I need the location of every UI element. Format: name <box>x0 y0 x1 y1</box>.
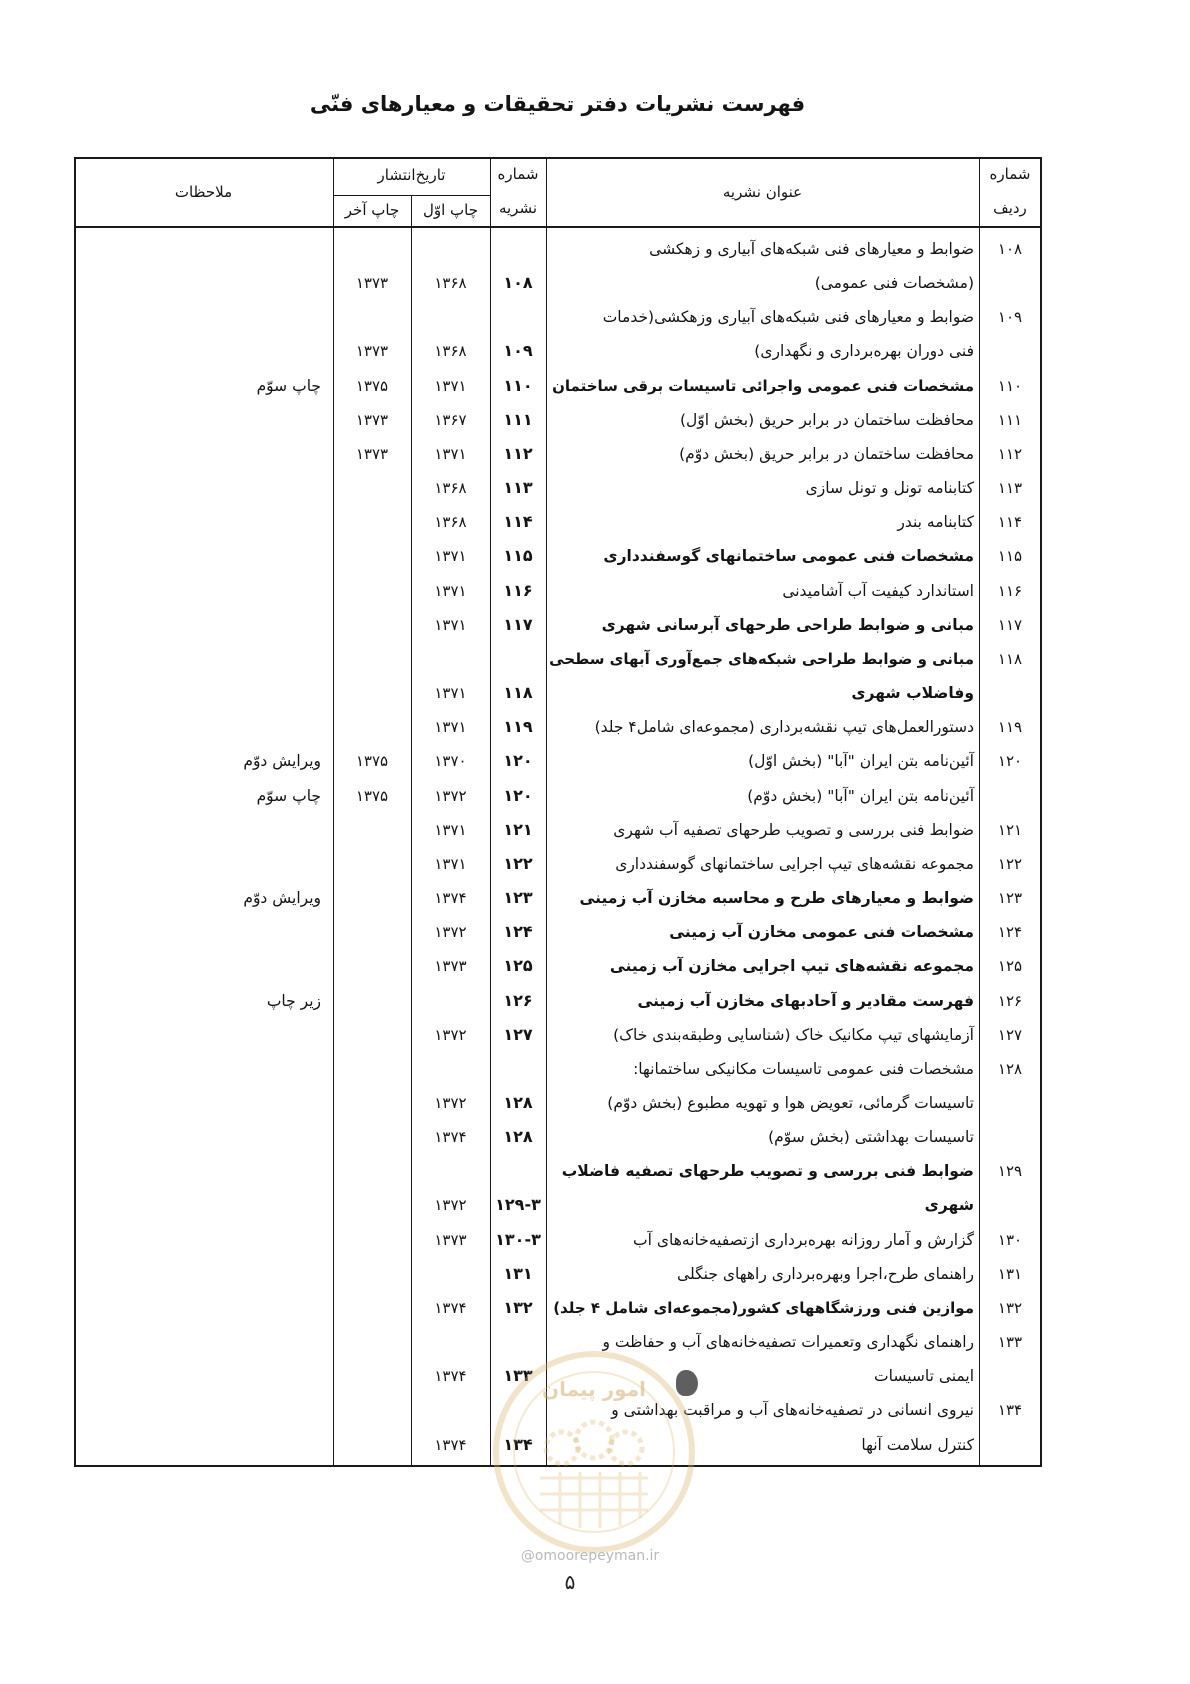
watermark-url: @omoorepeyman.ir <box>520 1548 660 1564</box>
row-number-cell: ۱۱۰ <box>997 376 1023 395</box>
first-print-cell: ۱۳۶۸ <box>434 342 467 361</box>
first-print-cell: ۱۳۷۱ <box>434 820 467 839</box>
first-print-cell: ۱۳۶۷ <box>434 410 467 429</box>
table-line <box>0 1120 1190 1154</box>
first-print-cell: ۱۳۷۴ <box>434 1128 467 1147</box>
publication-title-cell: تاسیسات بهداشتی (بخش سوّم) <box>768 1128 974 1147</box>
table-line <box>0 437 1190 471</box>
table-line <box>0 1052 1190 1086</box>
last-print-cell: ۱۳۷۳ <box>355 274 389 293</box>
publication-title-cell: راهنمای طرح،اجرا وبهره‌برداری راههای جنگلی <box>677 1264 974 1283</box>
publication-title-cell: مبانی و ضوابط طراحی شبکه‌های جمع‌آوری آبهای سطحی <box>549 649 974 668</box>
row-number-cell: ۱۲۴ <box>997 923 1023 942</box>
table-line <box>0 334 1190 368</box>
first-print-cell: ۱۳۷۲ <box>434 786 467 805</box>
publication-number-cell: ۱۱۳ <box>503 478 533 498</box>
first-print-cell: ۱۳۷۴ <box>434 1367 467 1386</box>
publication-title-cell: کتابنامه بندر <box>897 513 974 532</box>
first-print-cell: ۱۳۷۴ <box>434 1435 467 1454</box>
notes-cell: ویرایش دوّم <box>243 889 321 908</box>
header-row-number <box>979 163 1041 219</box>
publication-number-cell: ۱۲۴ <box>503 922 533 942</box>
last-print-cell: ۱۳۷۵ <box>355 752 389 771</box>
header-row-number-top: شماره <box>989 165 1031 183</box>
publication-title-cell: ضوابط فنی بررسی و تصویب طرحهای تصفیه فاضلاب <box>561 1162 974 1181</box>
row-number-cell: ۱۱۳ <box>997 479 1023 498</box>
table-line <box>0 608 1190 642</box>
last-print-cell: ۱۳۷۳ <box>355 444 389 463</box>
publication-number-cell: ۱۲۹-۳ <box>495 1195 541 1215</box>
publication-number-cell: ۱۱۷ <box>503 614 533 634</box>
publication-title-cell: فنی دوران بهره‌برداری و نگهداری) <box>754 342 974 361</box>
row-number-cell: ۱۱۵ <box>997 547 1023 566</box>
first-print-cell: ۱۳۷۱ <box>434 547 467 566</box>
header-publication-number <box>490 163 546 219</box>
header-publication-title: عنوان نشریه <box>722 183 803 201</box>
last-print-cell: ۱۳۷۵ <box>355 786 389 805</box>
row-number-cell: ۱۳۰ <box>997 1230 1023 1249</box>
first-print-cell: ۱۳۷۳ <box>434 957 467 976</box>
publication-number-cell: ۱۱۴ <box>503 512 533 532</box>
row-number-cell: ۱۱۲ <box>997 444 1023 463</box>
publication-number-cell: ۱۲۷ <box>503 1024 533 1044</box>
header-publication-number-bottom: نشریه <box>498 199 538 217</box>
row-number-cell: ۱۳۳ <box>997 1333 1023 1352</box>
row-number-cell: ۱۱۴ <box>997 513 1023 532</box>
publication-number-cell: ۱۲۱ <box>503 819 533 839</box>
row-number-cell: ۱۳۲ <box>997 1298 1023 1317</box>
last-print-cell: ۱۳۷۵ <box>355 376 389 395</box>
notes-cell: چاپ سوّم <box>256 786 321 805</box>
publication-number-cell: ۱۳۲ <box>503 1297 533 1317</box>
publication-title-cell: ضوابط و معیارهای فنی شبکه‌های آبیاری وزهکشی(خدمات <box>602 308 974 327</box>
table-line <box>0 881 1190 915</box>
table-line <box>0 403 1190 437</box>
table-line <box>0 813 1190 847</box>
table-line <box>0 1257 1190 1291</box>
table-line <box>0 1223 1190 1257</box>
publication-title-cell: وفاضلاب شهری <box>851 684 974 703</box>
watermark-logo <box>490 1348 698 1556</box>
first-print-cell: ۱۳۷۲ <box>434 1196 467 1215</box>
row-number-cell: ۱۳۱ <box>997 1264 1023 1283</box>
table-line <box>0 915 1190 949</box>
publication-title-cell: گزارش و آمار روزانه بهره‌برداری ازتصفیه‌خانه‌های آب <box>633 1230 974 1249</box>
publication-title-cell: تاسیسات گرمائی، تعویض هوا و تهویه مطبوع (بخش دوّم) <box>607 1094 974 1112</box>
publication-number-cell: ۱۳۳ <box>503 1366 533 1386</box>
publication-number-cell: ۱۲۳ <box>503 888 533 908</box>
watermark-logo-text: امور پیمان <box>542 1377 646 1401</box>
table-line <box>0 779 1190 813</box>
publication-number-cell: ۱۰۹ <box>503 341 533 361</box>
table-line <box>0 369 1190 403</box>
table-line <box>0 266 1190 300</box>
publication-title-cell: مبانی و ضوابط طراحی طرحهای آبرسانی شهری <box>601 615 974 634</box>
publication-title-cell: شهری <box>924 1196 974 1215</box>
publication-title-cell: محافظت ساختمان در برابر حریق (بخش اوّل) <box>679 410 974 429</box>
table-line <box>0 1086 1190 1120</box>
row-number-cell: ۱۲۰ <box>997 752 1023 771</box>
first-print-cell: ۱۳۷۴ <box>434 1298 467 1317</box>
first-print-cell: ۱۳۷۱ <box>434 615 467 634</box>
publication-title-cell: آئین‌نامه بتن ایران "آبا" (بخش دوّم) <box>747 786 974 805</box>
table-line <box>0 1018 1190 1052</box>
publication-title-cell: مجموعه نقشه‌های تیپ اجرایی مخازن آب زمینی <box>609 957 974 976</box>
first-print-cell: ۱۳۷۰ <box>434 752 467 771</box>
first-print-cell: ۱۳۷۱ <box>434 376 467 395</box>
first-print-cell: ۱۳۷۱ <box>434 854 467 873</box>
table-line <box>0 471 1190 505</box>
table-line <box>0 642 1190 676</box>
publication-number-cell: ۱۲۰ <box>503 751 533 771</box>
row-number-cell: ۱۱۷ <box>997 615 1023 634</box>
publication-title-cell: راهنمای نگهداری وتعمیرات تصفیه‌خانه‌های آب و حفاظت و <box>602 1333 974 1352</box>
publication-number-cell: ۱۱۹ <box>503 717 533 737</box>
row-number-cell: ۱۰۸ <box>997 240 1023 258</box>
publication-title-cell: فهرست مقادیر و آحادبهای مخازن آب زمینی <box>637 991 974 1010</box>
first-print-cell: ۱۳۷۲ <box>434 1094 467 1112</box>
publication-number-cell: ۱۲۶ <box>503 990 533 1010</box>
last-print-cell: ۱۳۷۳ <box>355 342 389 361</box>
publication-title-cell: مشخصات فنی عمومی واجرائی تاسیسات برقی ساختمان <box>552 376 974 395</box>
first-print-cell: ۱۳۷۳ <box>434 1230 467 1249</box>
publication-title-cell: مشخصات فنی عمومی تاسیسات مکانیکی ساختمانها: <box>633 1059 974 1078</box>
publication-title-cell: کنترل سلامت آنها <box>861 1435 974 1454</box>
first-print-cell: ۱۳۶۸ <box>434 479 467 498</box>
first-print-cell: ۱۳۷۱ <box>434 684 467 703</box>
row-number-cell: ۱۱۶ <box>997 581 1023 600</box>
publication-title-cell: ایمنی تاسیسات <box>874 1367 974 1386</box>
table-line <box>0 574 1190 608</box>
page-title: فهرست نشریات دفتر تحقیقات و معیارهای فنّی <box>309 92 806 116</box>
first-print-cell: ۱۳۷۲ <box>434 1025 467 1044</box>
table-line <box>0 710 1190 744</box>
table-line <box>0 676 1190 710</box>
publication-title-cell: ضوابط فنی بررسی و تصویب طرحهای تصفیه آب شهری <box>613 820 974 839</box>
table-line <box>0 300 1190 334</box>
first-print-cell: ۱۳۷۱ <box>434 581 467 600</box>
publication-title-cell: آزمایشهای تیپ مکانیک خاک (شناسایی وطبقه‌بندی خاک) <box>613 1025 974 1044</box>
publication-title-cell: مشخصات فنی عمومی مخازن آب زمینی <box>669 923 974 942</box>
publication-number-cell: ۱۱۱ <box>503 409 533 429</box>
publication-number-cell: ۱۲۸ <box>503 1093 533 1112</box>
row-number-cell: ۱۲۸ <box>997 1059 1023 1078</box>
table-line <box>0 744 1190 778</box>
notes-cell: چاپ سوّم <box>256 376 321 395</box>
publication-title-cell: محافظت ساختمان در برابر حریق (بخش دوّم) <box>679 444 974 463</box>
row-number-cell: ۱۳۴ <box>997 1401 1023 1420</box>
table-line <box>0 1188 1190 1222</box>
publication-title-cell: ضوابط و معیارهای فنی شبکه‌های آبیاری و زهکشی <box>649 240 974 258</box>
row-number-cell: ۱۲۳ <box>997 889 1023 908</box>
publication-number-cell: ۱۱۸ <box>503 683 533 703</box>
table-line <box>0 1291 1190 1325</box>
first-print-cell: ۱۳۶۸ <box>434 513 467 532</box>
row-number-cell: ۱۲۵ <box>997 957 1023 976</box>
first-print-cell: ۱۳۷۱ <box>434 718 467 737</box>
table-line <box>0 539 1190 573</box>
header-publish-date: تاریخ‌انتشار <box>377 166 446 184</box>
publication-title-cell: مشخصات فنی عمومی ساختمانهای گوسفندداری <box>603 547 974 566</box>
publication-title-cell: آئین‌نامه بتن ایران "آبا" (بخش اوّل) <box>748 752 974 771</box>
table-line <box>0 847 1190 881</box>
publication-title-cell: موازین فنی ورزشگاههای کشور(مجموعه‌ای شامل ۴ جلد) <box>553 1298 974 1317</box>
publication-number-cell: ۱۱۶ <box>503 580 533 600</box>
first-print-cell: ۱۳۶۸ <box>434 274 467 293</box>
publication-number-cell: ۱۰۸ <box>503 273 533 293</box>
row-number-cell: ۱۲۲ <box>997 854 1023 873</box>
row-number-cell: ۱۱۹ <box>997 718 1023 737</box>
table-line <box>0 984 1190 1018</box>
row-number-cell: ۱۲۷ <box>997 1025 1023 1044</box>
publication-number-cell: ۱۳۰-۳ <box>495 1229 541 1249</box>
first-print-cell: ۱۳۷۱ <box>434 444 467 463</box>
publication-title-cell: کتابنامه تونل و تونل سازی <box>805 479 974 498</box>
header-publication-number-top: شماره <box>497 165 539 183</box>
publication-number-cell: ۱۲۵ <box>503 956 533 976</box>
notes-cell: زیر چاپ <box>266 991 321 1010</box>
page-number: ۵ <box>564 1570 576 1594</box>
publication-number-cell: ۱۲۲ <box>503 853 533 873</box>
first-print-cell: ۱۳۷۴ <box>434 889 467 908</box>
publication-number-cell: ۱۱۰ <box>503 375 533 395</box>
table-line <box>0 1154 1190 1188</box>
row-number-cell: ۱۱۱ <box>997 410 1023 429</box>
publication-number-cell: ۱۲۸ <box>503 1127 533 1147</box>
header-row-number-bottom: ردیف <box>993 199 1027 217</box>
first-print-cell: ۱۳۷۲ <box>434 923 467 942</box>
row-number-cell: ۱۰۹ <box>997 308 1023 327</box>
publication-title-cell: ضوابط و معیارهای طرح و محاسبه مخازن آب زمینی <box>579 889 974 908</box>
publication-title-cell: نیروی انسانی در تصفیه‌خانه‌های آب و مراقبت بهداشتی و <box>611 1401 974 1420</box>
table-line <box>0 505 1190 539</box>
row-number-cell: ۱۲۱ <box>997 820 1023 839</box>
table-line <box>0 232 1190 266</box>
publication-title-cell: استاندارد کیفیت آب آشامیدنی <box>782 581 974 600</box>
publication-title-cell: دستورالعمل‌های تیپ نقشه‌برداری (مجموعه‌ای شامل۴ جلد) <box>594 718 974 737</box>
header-first-print: چاپ اوّل <box>422 201 479 219</box>
publication-title-cell: مجموعه نقشه‌های تیپ اجرایی ساختمانهای گوسفندداری <box>615 854 974 873</box>
row-number-cell: ۱۱۸ <box>997 649 1023 668</box>
publication-number-cell: ۱۲۰ <box>503 785 533 805</box>
row-number-cell: ۱۲۶ <box>997 991 1023 1010</box>
publication-number-cell: ۱۱۵ <box>503 546 533 566</box>
header-notes: ملاحظات <box>174 183 233 201</box>
table-top-border <box>74 157 1041 159</box>
publication-number-cell: ۱۱۲ <box>503 443 533 463</box>
last-print-cell: ۱۳۷۳ <box>355 410 389 429</box>
header-last-print: چاپ آخر <box>344 201 400 219</box>
table-header-bottom-border <box>74 226 1041 228</box>
publication-number-cell: ۱۳۱ <box>503 1263 533 1283</box>
notes-cell: ویرایش دوّم <box>243 752 321 771</box>
publication-title-cell: (مشخصات فنی عمومی) <box>814 274 974 293</box>
table-line <box>0 949 1190 983</box>
row-number-cell: ۱۲۹ <box>997 1162 1023 1181</box>
publication-number-cell: ۱۳۴ <box>503 1434 533 1454</box>
